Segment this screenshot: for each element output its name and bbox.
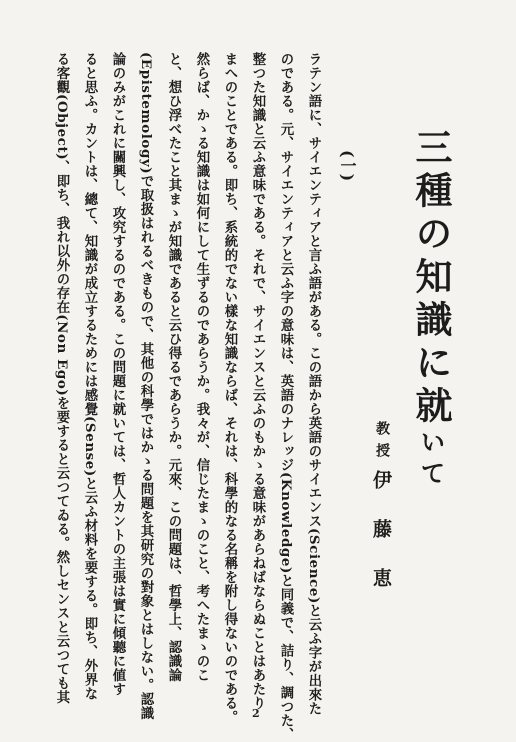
author-name: 伊藤恵	[370, 470, 392, 617]
section-heading: (一)	[338, 150, 357, 182]
body-column-9: ると思ふ。カントは、總て、知識が成立するためには感覺(Sense)と云ふ材料を要する。即ち、外界な	[82, 52, 98, 701]
body-column-2: のである。元、サイエンティアと云ふ字の意味は、英語のナレッジ(Knowledge)と同義で、詰り、調つた、	[278, 52, 294, 742]
body-column-7: (Epistemology)で取扱はれるべきもので、其他の科學ではかゝる問題を其研究の對象とはしない。認識	[138, 52, 154, 721]
article-title-tail: いて	[417, 429, 446, 491]
body-column-3: 整つた知識と云ふ意味である。それで、サイエンスと云ふのもかゝる意味があらねばならぬことはあたり	[250, 52, 266, 710]
article-title-main: 三種の知識に就	[409, 128, 453, 429]
article-title	[408, 128, 454, 491]
page-number: 2	[252, 707, 260, 720]
author-role: 教授	[374, 421, 390, 465]
body-column-8: 論のみがこれに關興し、攻究するのである。この問題に就いては、哲人カントの主張は實に傾聽に値す	[110, 52, 126, 696]
body-column-10: る客觀(Object)、即ち、我れ以外の存在(Non Ego)を要すると云つてゐる。然しセンスと云つても其	[54, 52, 70, 705]
body-column-5: 然らば、かゝる知識は如何にして生ずるのであらうか。我々が、信じたまゝのこと、考へたまゝのこ	[194, 52, 210, 682]
body-column-6: と、想ひ浮べたこと其まゝが知識であると云ひ得るであらうか。元來、この問題は、哲學上、認識論	[166, 52, 182, 682]
body-column-4: まへのことである。即ち、系統的でない樣な知識ならば、それは、科學的なる名稱を附し得ないのである。	[222, 52, 238, 724]
body-column-1: ラテン語に、サイエンティアと言ふ語がある。この語から英語のサイエンス(Science)と云ふ字が出來た	[306, 52, 322, 716]
